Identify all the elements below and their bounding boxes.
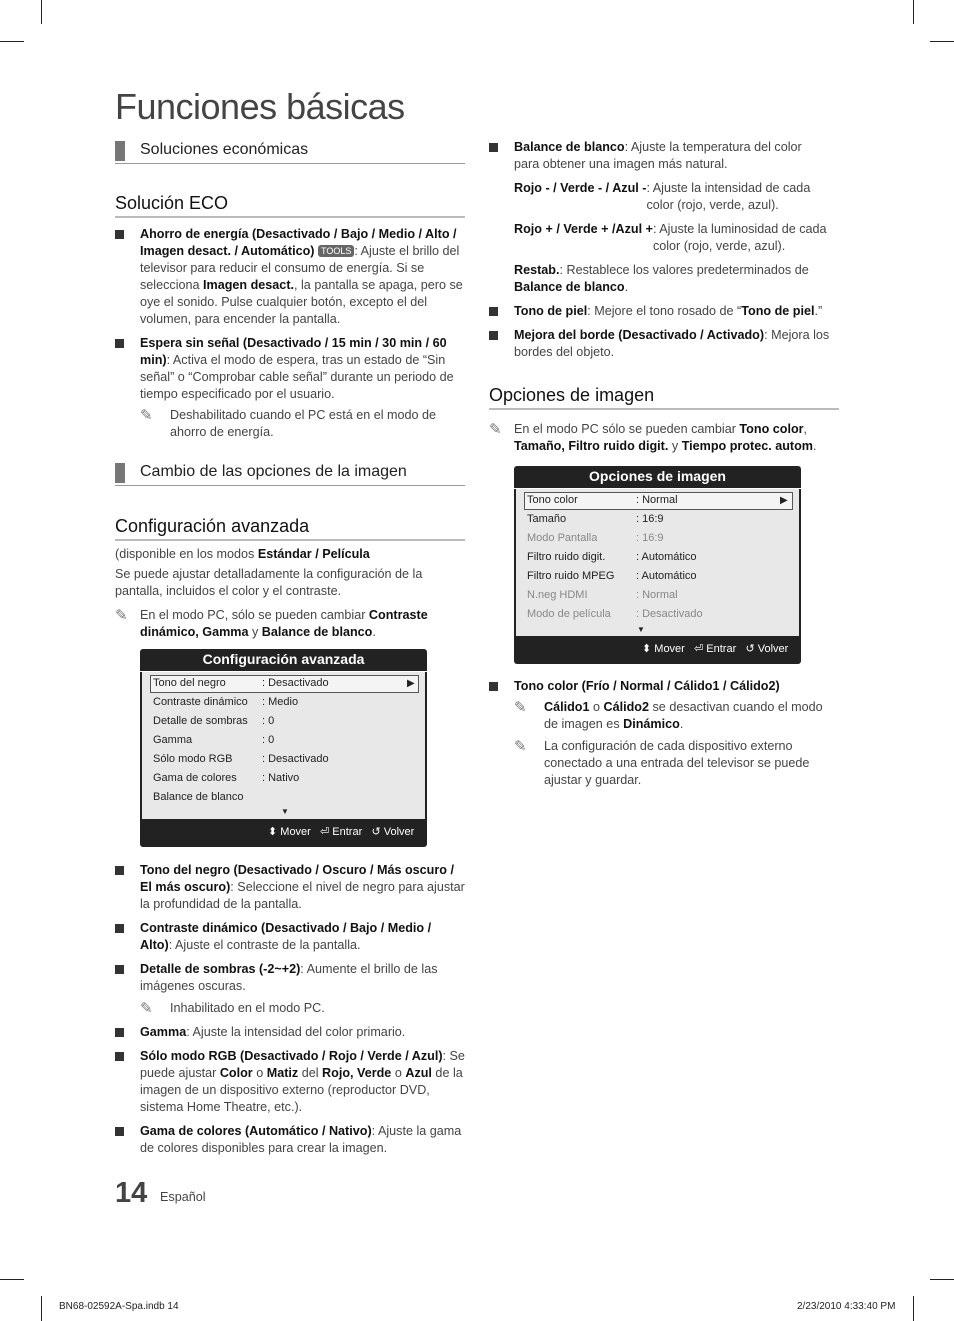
menu-row-label: N.neg HDMI: [527, 589, 588, 601]
footer-date: 2/23/2010 4:33:40 PM: [797, 1301, 896, 1312]
crop-mark: [41, 1296, 42, 1321]
menu-row-value: : 0: [262, 715, 275, 727]
availability-text: (disponible en los modos Estándar / Película: [115, 547, 370, 561]
menu-row-value: : Normal: [636, 589, 678, 601]
section-heading-text: Cambio de las opciones de la imagen: [140, 463, 407, 480]
tools-icon: TOOLS: [318, 245, 354, 257]
enter-label: Entrar: [706, 643, 737, 655]
sub-option: Rojo - / Verde - / Azul -: Ajuste la intensidad de cada color (rojo, verde, azul).: [514, 181, 811, 212]
subheading: Configuración avanzada: [115, 516, 465, 541]
menu-row-label: Tamaño: [527, 513, 567, 525]
bullet-icon: [115, 866, 124, 875]
return-icon: ↺: [371, 826, 381, 838]
crop-mark: [41, 0, 42, 24]
menu-title: Opciones de imagen: [514, 466, 801, 489]
menu-row-label: Detalle de sombras: [153, 715, 248, 727]
move-label: Mover: [280, 826, 311, 838]
subheading: Solución ECO: [115, 193, 465, 218]
menu-row-value: : Nativo: [262, 772, 300, 784]
bullet-icon: [489, 307, 498, 316]
bullet-icon: [115, 1127, 124, 1136]
move-label: Mover: [654, 643, 685, 655]
section-marker: [115, 463, 125, 483]
menu-row-label: Tono color: [527, 494, 578, 506]
pencil-icon: ✎: [140, 1000, 153, 1017]
menu-row-value: : 16:9: [636, 532, 664, 544]
menu-row-value: : Desactivado: [636, 608, 703, 620]
menu-row-label: Gamma: [153, 734, 193, 746]
pencil-icon: ✎: [115, 607, 128, 624]
enter-label: Entrar: [332, 826, 363, 838]
crop-mark: [930, 1279, 954, 1280]
bullet-icon: [115, 230, 124, 239]
menu-row-label: Filtro ruido MPEG: [527, 570, 615, 582]
enter-icon: ⏎: [320, 826, 330, 838]
bullet-icon: [489, 143, 498, 152]
crop-mark: [930, 41, 954, 42]
scroll-down-icon: ▼: [637, 625, 645, 634]
page-title: Funciones básicas: [115, 86, 405, 127]
menu-row-value: : Automático: [636, 551, 697, 563]
menu-title: Configuración avanzada: [140, 649, 427, 672]
pencil-icon: ✎: [140, 407, 153, 424]
osd-menu-picture-options: [514, 466, 801, 664]
footer-file: BN68-02592A-Spa.indb 14: [59, 1301, 179, 1312]
page-number: 14: [115, 1177, 148, 1209]
osd-menu-advanced: [140, 649, 427, 847]
menu-row-label: Tono del negro: [153, 677, 226, 689]
bullet-icon: [115, 924, 124, 933]
menu-footer: [268, 825, 414, 838]
sub-option: Restab.: Restablece los valores predeterminados de Balance de blanco.: [514, 263, 809, 294]
move-icon: ⬍: [268, 826, 278, 838]
back-label: Volver: [757, 643, 789, 655]
bullet-icon: [115, 965, 124, 974]
crop-mark: [0, 1279, 24, 1280]
crop-mark: [913, 0, 914, 24]
back-label: Volver: [383, 826, 415, 838]
language-label: Español: [160, 1190, 206, 1204]
bullet-icon: [489, 682, 498, 691]
section-heading-text: Soluciones económicas: [140, 141, 309, 158]
arrow-right-icon: ▶: [780, 495, 788, 506]
section-heading: [115, 461, 465, 486]
section-heading: [115, 139, 465, 164]
move-icon: ⬍: [642, 643, 652, 655]
menu-row-label: Gama de colores: [153, 772, 237, 784]
menu-row-value: : Desactivado: [262, 677, 329, 689]
section-marker: [115, 141, 125, 161]
menu-row-label: Filtro ruido digit.: [527, 551, 606, 563]
menu-row-label: Contraste dinámico: [153, 696, 248, 708]
menu-row-label: Balance de blanco: [153, 791, 244, 803]
enter-icon: ⏎: [694, 643, 704, 655]
subheading: Opciones de imagen: [489, 385, 839, 410]
menu-footer: [642, 642, 788, 655]
menu-body: [142, 672, 425, 819]
menu-row-value: : Desactivado: [262, 753, 329, 765]
menu-row-label: Modo de película: [527, 608, 611, 620]
pencil-icon: ✎: [489, 421, 502, 438]
menu-body: [516, 489, 799, 636]
menu-row-label: Sólo modo RGB: [153, 753, 233, 765]
bullet-icon: [489, 331, 498, 340]
crop-mark: [0, 41, 24, 42]
sub-option: Rojo + / Verde + /Azul +: Ajuste la luminosidad de cada color (rojo, verde, azul).: [514, 222, 827, 253]
menu-row-value: : Automático: [636, 570, 697, 582]
menu-row-value: : Medio: [262, 696, 299, 708]
menu-row-value: : 0: [262, 734, 275, 746]
menu-row-value: : 16:9: [636, 513, 664, 525]
bullet-icon: [115, 339, 124, 348]
intro-text: Se puede ajustar detalladamente la configuración de la pantalla, incluidos el color y el contraste.: [115, 567, 423, 598]
menu-row-label: Modo Pantalla: [527, 532, 598, 544]
menu-row-value: : Normal: [636, 494, 678, 506]
bullet-icon: [115, 1028, 124, 1037]
pencil-icon: ✎: [514, 738, 527, 755]
pencil-icon: ✎: [514, 699, 527, 716]
crop-mark: [913, 1296, 914, 1321]
arrow-right-icon: ▶: [407, 678, 415, 689]
bullet-icon: [115, 1052, 124, 1061]
scroll-down-icon: ▼: [281, 807, 289, 816]
return-icon: ↺: [745, 643, 755, 655]
